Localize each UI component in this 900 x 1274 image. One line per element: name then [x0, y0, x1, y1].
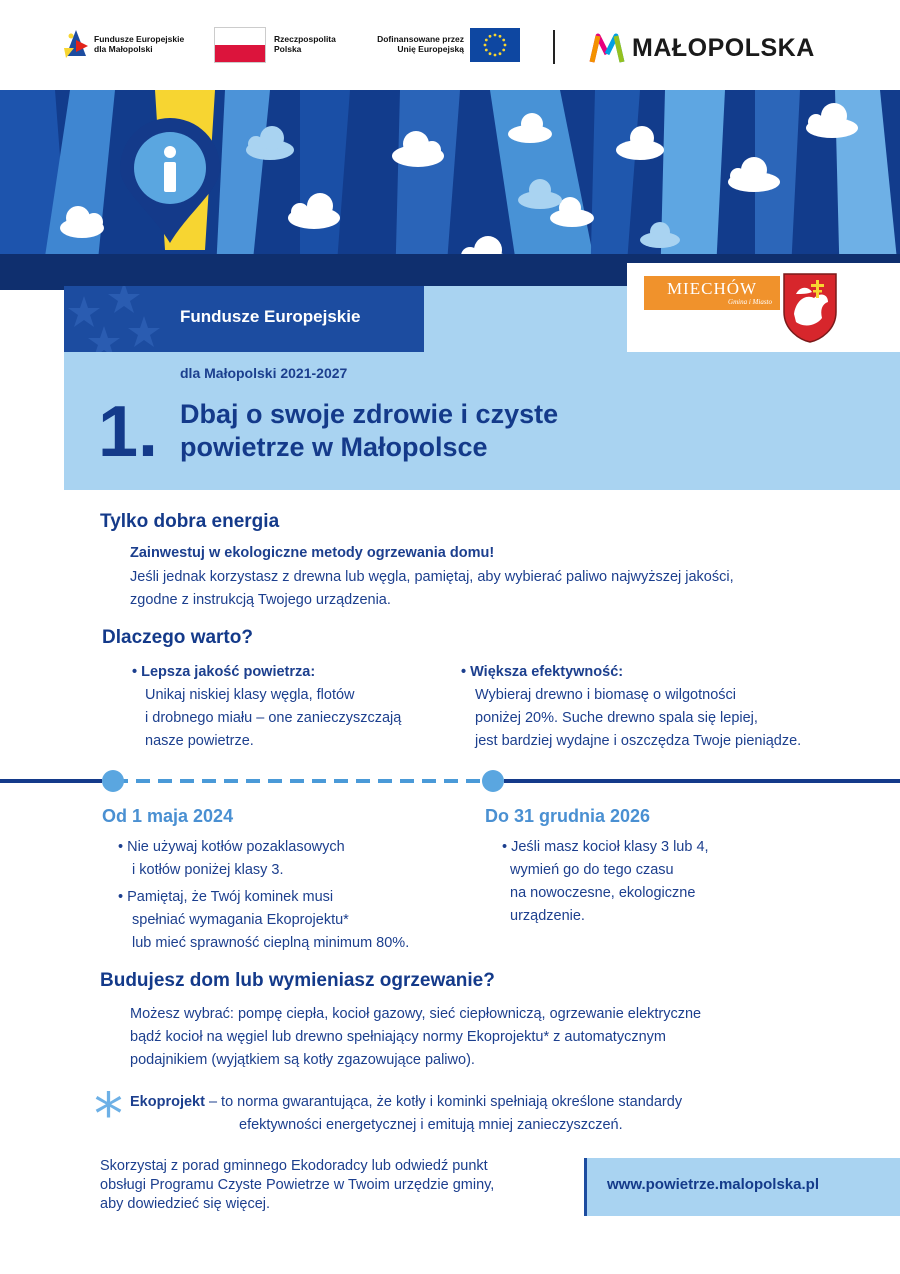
poland-flag: [214, 27, 266, 63]
fe-logo-line1: Fundusze Europejskie: [94, 34, 185, 44]
footer-line3: aby dowiedzieć się więcej.: [100, 1196, 271, 1212]
timeline-dot-end: [482, 770, 504, 792]
fe-logo: [62, 24, 194, 64]
building-heading: Budujesz dom lub wymieniasz ogrzewanie?: [100, 970, 495, 991]
eu-line1: Dofinansowane przez: [377, 34, 464, 44]
why-heading: Dlaczego warto?: [102, 627, 253, 648]
fe-logo-text: [94, 34, 184, 54]
logo-divider: [553, 30, 555, 64]
page-title: [180, 398, 558, 464]
good-energy-lead: Zainwestuj w ekologiczne metody ogrzewania domu!: [130, 545, 495, 561]
fe-logo-line2: dla Małopolski: [94, 44, 153, 54]
pl-line1: Rzeczpospolita: [274, 34, 336, 44]
why-right-line2: poniżej 20%. Suche drewno spala się lepiej,: [475, 710, 758, 726]
url-box: [584, 1158, 900, 1216]
footnote-def-line2: efektywności energetycznej i emitują mniej zanieczyszczeń.: [239, 1117, 623, 1133]
page-title-line1: Dbaj o swoje zdrowie i czyste: [180, 399, 559, 429]
timeline-right-heading: Do 31 grudnia 2026: [485, 806, 651, 826]
malopolska-wordmark: MAŁOPOLSKA: [632, 34, 815, 62]
timeline-left-b1-line1: • Nie używaj kotłów pozaklasowych: [118, 839, 345, 855]
municipality-name: MIECHÓW: [666, 279, 758, 298]
why-left-line1: Unikaj niskiej klasy węgla, flotów: [145, 687, 355, 703]
timeline-left-b2-line3: lub mieć sprawność cieplną minimum 80%.: [132, 935, 410, 951]
website-link[interactable]: www.powietrze.malopolska.pl: [607, 1176, 819, 1193]
footer-line2: obsługi Programu Czyste Powietrze w Twoim urzędzie gminy,: [100, 1177, 495, 1193]
why-left-line3: nasze powietrze.: [145, 733, 254, 749]
poland-logo-text: [274, 34, 336, 54]
footnote-term: Ekoprojekt: [130, 1094, 205, 1110]
timeline-left-b2-line2: spełniać wymagania Ekoprojektu*: [132, 912, 349, 928]
footer-line1: Skorzystaj z porad gminnego Ekodoradcy lub odwiedź punkt: [100, 1158, 488, 1174]
stars-pattern-icon: [64, 286, 164, 352]
good-energy-text-line1: Jeśli jednak korzystasz z drewna lub węgla, pamiętaj, aby wybierać paliwo najwyższej jakości,: [130, 569, 734, 585]
fe-flag-icon: [62, 26, 90, 60]
good-energy-text-line2: zgodne z instrukcją Twojego urządzenia.: [130, 592, 391, 608]
building-line1: Możesz wybrać: pompę ciepła, kocioł gazowy, sieć ciepłowniczą, ogrzewanie elektryczne: [130, 1006, 702, 1022]
footnote-asterisk: *: [94, 1080, 123, 1148]
program-subtitle: dla Małopolski 2021-2027: [180, 365, 348, 381]
footer-text: [100, 1157, 494, 1214]
municipality-sub: Gmina i Miasto: [728, 298, 772, 306]
good-energy-heading: Tylko dobra energia: [100, 511, 280, 532]
timeline-dashed-line: [114, 779, 484, 783]
leaflet-number: 1.: [98, 392, 159, 472]
why-right-line3: jest bardziej wydajne i oszczędza Twoje pieniądze.: [475, 733, 802, 749]
timeline-right-line2: wymień go do tego czasu: [510, 862, 674, 878]
timeline-line-left: [0, 779, 102, 783]
building-line3: podajnikiem (wyjątkiem są kotły zgazowujące paliwo).: [130, 1052, 475, 1068]
why-left-title: • Lepsza jakość powietrza:: [132, 664, 316, 680]
why-right-title: • Większa efektywność:: [461, 664, 624, 680]
malopolska-m-icon: [588, 30, 628, 66]
timeline-dot-start: [102, 770, 124, 792]
coat-of-arms-icon: [782, 272, 838, 344]
eu-logo-text: [358, 34, 464, 54]
why-left-line2: i drobnego miału – one zanieczyszczają: [145, 710, 402, 726]
footnote-def-line1: – to norma gwarantująca, że kotły i kominki spełniają określone standardy: [204, 1094, 683, 1110]
footnote-line1: [130, 1091, 682, 1114]
timeline-left-b2-line1: • Pamiętaj, że Twój kominek musi: [118, 889, 334, 905]
timeline-left-heading: Od 1 maja 2024: [102, 806, 234, 826]
program-title: Fundusze Europejskie: [180, 307, 361, 326]
timeline-line-right: [504, 779, 900, 783]
timeline-right-line4: urządzenie.: [510, 908, 585, 924]
eu-line2: Unię Europejską: [397, 44, 464, 54]
eu-flag-icon: [470, 28, 520, 62]
page-title-line2: powietrze w Małopolsce: [180, 432, 488, 462]
malopolska-logo: [588, 30, 848, 66]
municipality-sign: [644, 276, 780, 310]
timeline-right-line1: • Jeśli masz kocioł klasy 3 lub 4,: [502, 839, 709, 855]
building-line2: bądź kocioł na węgiel lub drewno spełniający normy Ekoprojektu* z automatycznym: [130, 1029, 666, 1045]
stars-box: [64, 286, 164, 352]
timeline-left-b1-line2: i kotłów poniżej klasy 3.: [132, 862, 284, 878]
timeline-right-line3: na nowoczesne, ekologiczne: [510, 885, 696, 901]
pl-line2: Polska: [274, 44, 302, 54]
why-right-line1: Wybieraj drewno i biomasę o wilgotności: [475, 687, 736, 703]
